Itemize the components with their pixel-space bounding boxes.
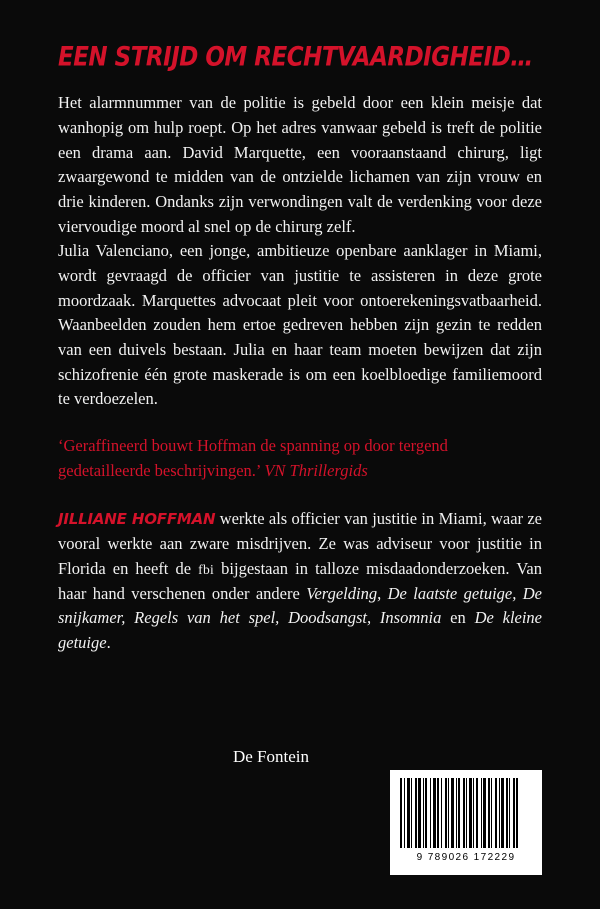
bio-other-titles: Vergelding, De laatste getuige, De snijkamer, Regels van het spel, Doodsangst, Insomnia bbox=[58, 583, 542, 628]
bio-text-3: en bbox=[450, 608, 466, 628]
publisher-name: De Fontein bbox=[232, 747, 310, 766]
author-name: JILLIANE HOFFMAN bbox=[58, 510, 216, 529]
bio-last-title: De kleine getuige bbox=[58, 608, 543, 653]
blurb-paragraph-1: Het alarmnummer van de politie is gebeld door een klein meisje dat wanhopig om hulp roept. Op het adres vanwaar gebeld is treft de politie een drama aan. David Marquette, een vooraanstaand chirurg, ligt zwaargewond te midden van de ontzielde lichamen van zijn vrouw en drie kinderen. Ondanks zijn verwondingen valt de verdenking voor deze viervoudige moord al snel op de chirurg zelf. bbox=[58, 93, 542, 236]
barcode-bars bbox=[400, 778, 532, 848]
blurb-paragraph-2: Julia Valenciano, een jonge, ambitieuze openbare aanklager in Miami, wordt gevraagd de officier van justitie te assisteren in deze grote moordzaak. Marquettes advocaat pleit voor ontoerekeningsvatbaarheid. Waanbeelden zouden hem ertoe gedreven hebben zijn gezin te redden van een duivels bestaan. Julia en haar team moeten bewijzen dat zijn schizofrenie één grote maskerade is om een koelbloedige familiemoord te verdoezelen. bbox=[58, 241, 542, 409]
blurb bbox=[58, 91, 542, 412]
bio-fbi-abbreviation: fbi bbox=[198, 561, 215, 577]
review-quote bbox=[58, 434, 542, 484]
bio-text-1: werkte als officier van justitie in Miami, waar ze vooral werkte aan zware misdrijven. Ze was adviseur voor justitie in Florida en heeft de bbox=[58, 509, 543, 578]
bio-text-end: . bbox=[106, 633, 111, 653]
review-source: VN Thrillergids bbox=[264, 460, 368, 480]
cover-text-block bbox=[58, 44, 542, 656]
barcode bbox=[390, 770, 542, 875]
author-bio bbox=[58, 507, 542, 656]
barcode-number: 9 789026 172229 bbox=[416, 852, 516, 863]
page-title: EEN STRIJD OM RECHTVAARDIGHEID… bbox=[58, 42, 533, 73]
bio-text-2: bijgestaan in talloze misdaadonderzoeken. Van haar hand verschenen onder andere bbox=[58, 558, 542, 603]
review-quote-text: ‘Geraffineerd bouwt Hoffman de spanning op door tergend gedetailleerde beschrijvingen.’ bbox=[58, 435, 448, 480]
